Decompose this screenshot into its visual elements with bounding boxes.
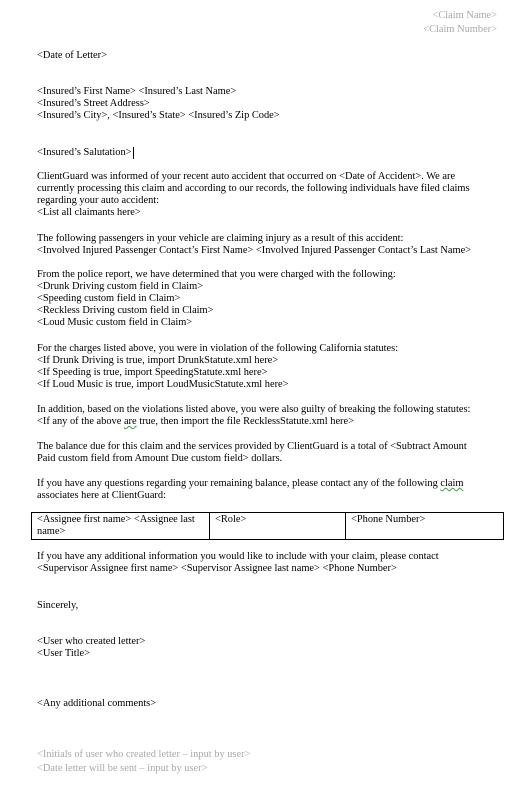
text-cursor <box>133 147 134 159</box>
claimants-list-placeholder: <List all claimants here> <box>37 207 141 218</box>
passengers-line-1: The following passengers in your vehicle are claiming injury as a result of this accident: <box>37 233 404 244</box>
phone-number-cell: <Phone Number> <box>346 513 504 540</box>
signature-title-line: <User Title> <box>37 648 91 659</box>
claim-number-field: <Claim Number> <box>423 24 497 35</box>
address-city-line: <Insured’s City>, <Insured’s State> <Insured’s Zip Code> <box>37 110 280 121</box>
salutation-text: <Insured’s Salutation> <box>37 147 132 158</box>
speeding-statute-import: <If Speeding is true, import SpeedingStatute.xml here> <box>37 367 268 378</box>
police-report-line-1: From the police report, we have determined that you were charged with the following: <box>37 269 396 280</box>
loud-music-statute-import: <If Loud Music is true, import LoudMusicStatute.xml here> <box>37 379 289 390</box>
reckless-statute-import <box>37 416 354 428</box>
intro-line-1: ClientGuard was informed of your recent auto accident that occurred on <Date of Accident>. We are <box>37 171 456 182</box>
assignee-table <box>31 512 504 540</box>
questions-text-a: If you have any questions regarding your remaining balance, please contact any of the following <box>37 478 441 489</box>
statutes-line-1: For the charges listed above, you were in violation of the following California statutes: <box>37 343 399 354</box>
date-of-letter: <Date of Letter> <box>37 50 107 61</box>
closing: Sincerely, <box>37 600 79 611</box>
assignee-name-cell: <Assignee first name> <Assignee last name> <box>32 513 210 540</box>
drunk-statute-import: <If Drunk Driving is true, import DrunkStatute.xml here> <box>37 355 279 366</box>
spellcheck-word-claim: claim <box>440 478 464 489</box>
intro-line-3: regarding your auto accident: <box>37 195 160 206</box>
role-cell: <Role> <box>210 513 346 540</box>
table-row <box>32 513 504 540</box>
drunk-driving-field: <Drunk Driving custom field in Claim> <box>37 281 204 292</box>
reckless-statute-text-a: <If any of the above <box>37 416 124 427</box>
initials-input-placeholder: <Initials of user who created letter – input by user> <box>37 749 251 760</box>
additional-comments: <Any additional comments> <box>37 698 157 709</box>
questions-line-2: associates here at ClientGuard: <box>37 490 166 501</box>
claim-name-field: <Claim Name> <box>432 10 497 21</box>
questions-line-1 <box>37 478 463 490</box>
spellcheck-word-are: are <box>123 416 137 427</box>
additional-info-line-1: If you have any additional information you would like to include with your claim, please contact <box>37 551 439 562</box>
salutation-line[interactable] <box>37 147 134 159</box>
signature-user-line: <User who created letter> <box>37 636 146 647</box>
passengers-line-2: <Involved Injured Passenger Contact’s First Name> <Involved Injured Passenger Contact’s Last Name> <box>37 245 472 256</box>
supervisor-contact-line: <Supervisor Assignee first name> <Supervisor Assignee last name> <Phone Number> <box>37 563 397 574</box>
address-street-line: <Insured’s Street Address> <box>37 98 150 109</box>
intro-line-2: currently processing this claim and according to our records, the following individuals have filed claims <box>37 183 470 194</box>
reckless-statute-text-b: true, then import the file RecklessStatute.xml here> <box>136 416 354 427</box>
send-date-input-placeholder: <Date letter will be sent – input by user> <box>37 763 208 774</box>
balance-line-1: The balance due for this claim and the services provided by ClientGuard is a total of <Subtract Amount <box>37 441 467 452</box>
additional-statutes-line-1: In addition, based on the violations listed above, you were also guilty of breaking the following statutes: <box>37 404 471 415</box>
address-name-line: <Insured’s First Name> <Insured’s Last Name> <box>37 86 237 97</box>
loud-music-field: <Loud Music custom field in Claim> <box>37 317 193 328</box>
speeding-field: <Speeding custom field in Claim> <box>37 293 181 304</box>
balance-line-2: Paid custom field from Amount Due custom field> dollars. <box>37 453 283 464</box>
reckless-driving-field: <Reckless Driving custom field in Claim> <box>37 305 214 316</box>
